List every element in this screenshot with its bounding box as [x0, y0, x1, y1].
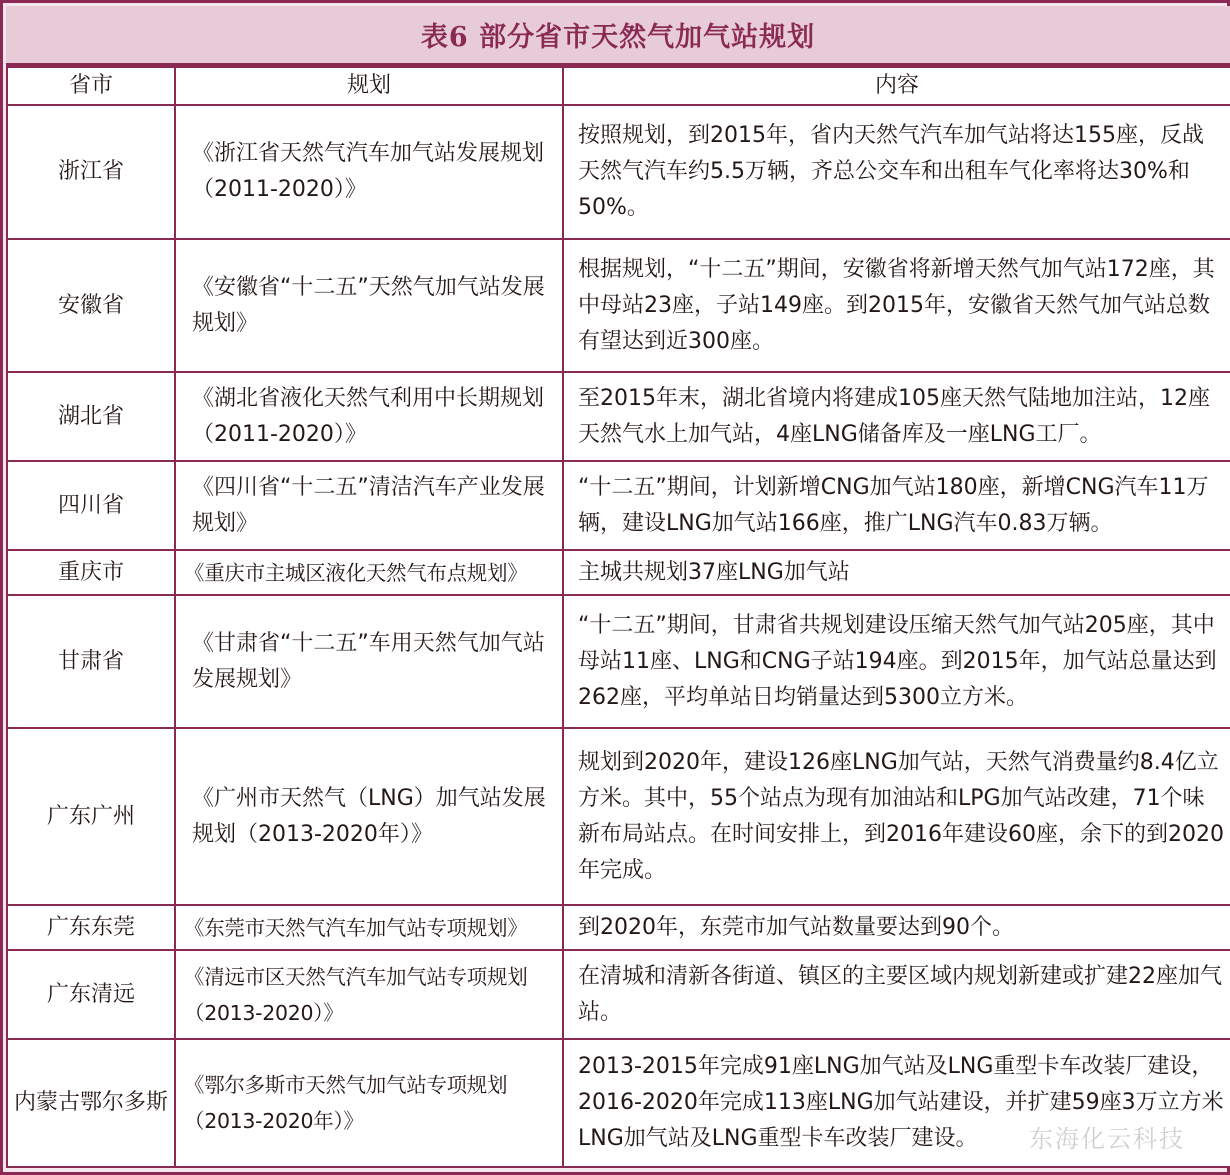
row-plan: 《鄂尔多斯市天然气加气站专项规划（2013-2020年）》: [175, 1039, 563, 1167]
row-content: 到2020年，东莞市加气站数量要达到90个。: [563, 905, 1230, 950]
row-content: “十二五”期间，甘肃省共规划建设压缩天然气加气站205座，其中母站11座、LNG和CNG子站194座。到2015年，加气站总量达到262座，平均单站日均销量达到5300立方米。: [563, 595, 1230, 728]
row-content: 根据规划，“十二五”期间，安徽省将新增天然气加气站172座，其中母站23座，子站149座。到2015年，安徽省天然气加气站总数有望达到近300座。: [563, 239, 1230, 372]
plan-table: [6, 66, 1230, 1168]
row-content: 在清城和清新各街道、镇区的主要区域内规划新建或扩建22座加气站。: [563, 950, 1230, 1039]
row-province: 广东清远: [7, 950, 175, 1039]
row-content: 2013-2015年完成91座LNG加气站及LNG重型卡车改装厂建设，2016-2020年完成113座LNG加气站建设，并扩建59座3万立方米LNG加气站及LNG重型卡车改装厂建设。: [563, 1039, 1230, 1167]
row-province: 安徽省: [7, 239, 175, 372]
table-row: [7, 239, 1230, 372]
row-content: 主城共规划37座LNG加气站: [563, 550, 1230, 595]
row-plan: 《四川省“十二五”清洁汽车产业发展规划》: [175, 461, 563, 550]
row-plan: 《清远市区天然气汽车加气站专项规划（2013-2020）》: [175, 950, 563, 1039]
table-title: 表6 部分省市天然气加气站规划: [6, 6, 1230, 66]
header-province: 省市: [7, 67, 175, 105]
row-plan: 《重庆市主城区液化天然气布点规划》: [175, 550, 563, 595]
row-province: 浙江省: [7, 105, 175, 239]
row-content: 按照规划，到2015年，省内天然气汽车加气站将达155座，反战天然气汽车约5.5万辆，齐总公交车和出租车气化率将达30%和50%。: [563, 105, 1230, 239]
table-row: [7, 461, 1230, 550]
row-province: 甘肃省: [7, 595, 175, 728]
row-province: 湖北省: [7, 372, 175, 461]
row-plan: 《浙江省天然气汽车加气站发展规划（2011-2020）》: [175, 105, 563, 239]
table-row: [7, 595, 1230, 728]
header-row: [7, 67, 1230, 105]
table-row: [7, 950, 1230, 1039]
header-content: 内容: [563, 67, 1230, 105]
table-row: [7, 550, 1230, 595]
row-content: 至2015年末，湖北省境内将建成105座天然气陆地加注站，12座天然气水上加气站，4座LNG储备库及一座LNG工厂。: [563, 372, 1230, 461]
table-row: [7, 905, 1230, 950]
row-content: “十二五”期间，计划新增CNG加气站180座，新增CNG汽车11万辆，建设LNG加气站166座，推广LNG汽车0.83万辆。: [563, 461, 1230, 550]
row-province: 内蒙古鄂尔多斯: [7, 1039, 175, 1167]
row-province: 重庆市: [7, 550, 175, 595]
row-plan: 《广州市天然气（LNG）加气站发展规划（2013-2020年）》: [175, 728, 563, 905]
row-province: 广东广州: [7, 728, 175, 905]
row-plan: 《湖北省液化天然气利用中长期规划（2011-2020）》: [175, 372, 563, 461]
row-plan: 《安徽省“十二五”天然气加气站发展规划》: [175, 239, 563, 372]
row-content: 规划到2020年，建设126座LNG加气站，天然气消费量约8.4亿立方米。其中，55个站点为现有加油站和LPG加气站改建，71个味新布局站点。在时间安排上，到2016年建设60座，余下的到2020年完成。: [563, 728, 1230, 905]
header-plan: 规划: [175, 67, 563, 105]
row-province: 四川省: [7, 461, 175, 550]
table-row: [7, 728, 1230, 905]
table-row: [7, 372, 1230, 461]
row-province: 广东东莞: [7, 905, 175, 950]
table-row: [7, 105, 1230, 239]
row-plan: 《东莞市天然气汽车加气站专项规划》: [175, 905, 563, 950]
watermark: 东海化云科技: [1029, 1125, 1185, 1153]
row-plan: 《甘肃省“十二五”车用天然气加气站发展规划》: [175, 595, 563, 728]
